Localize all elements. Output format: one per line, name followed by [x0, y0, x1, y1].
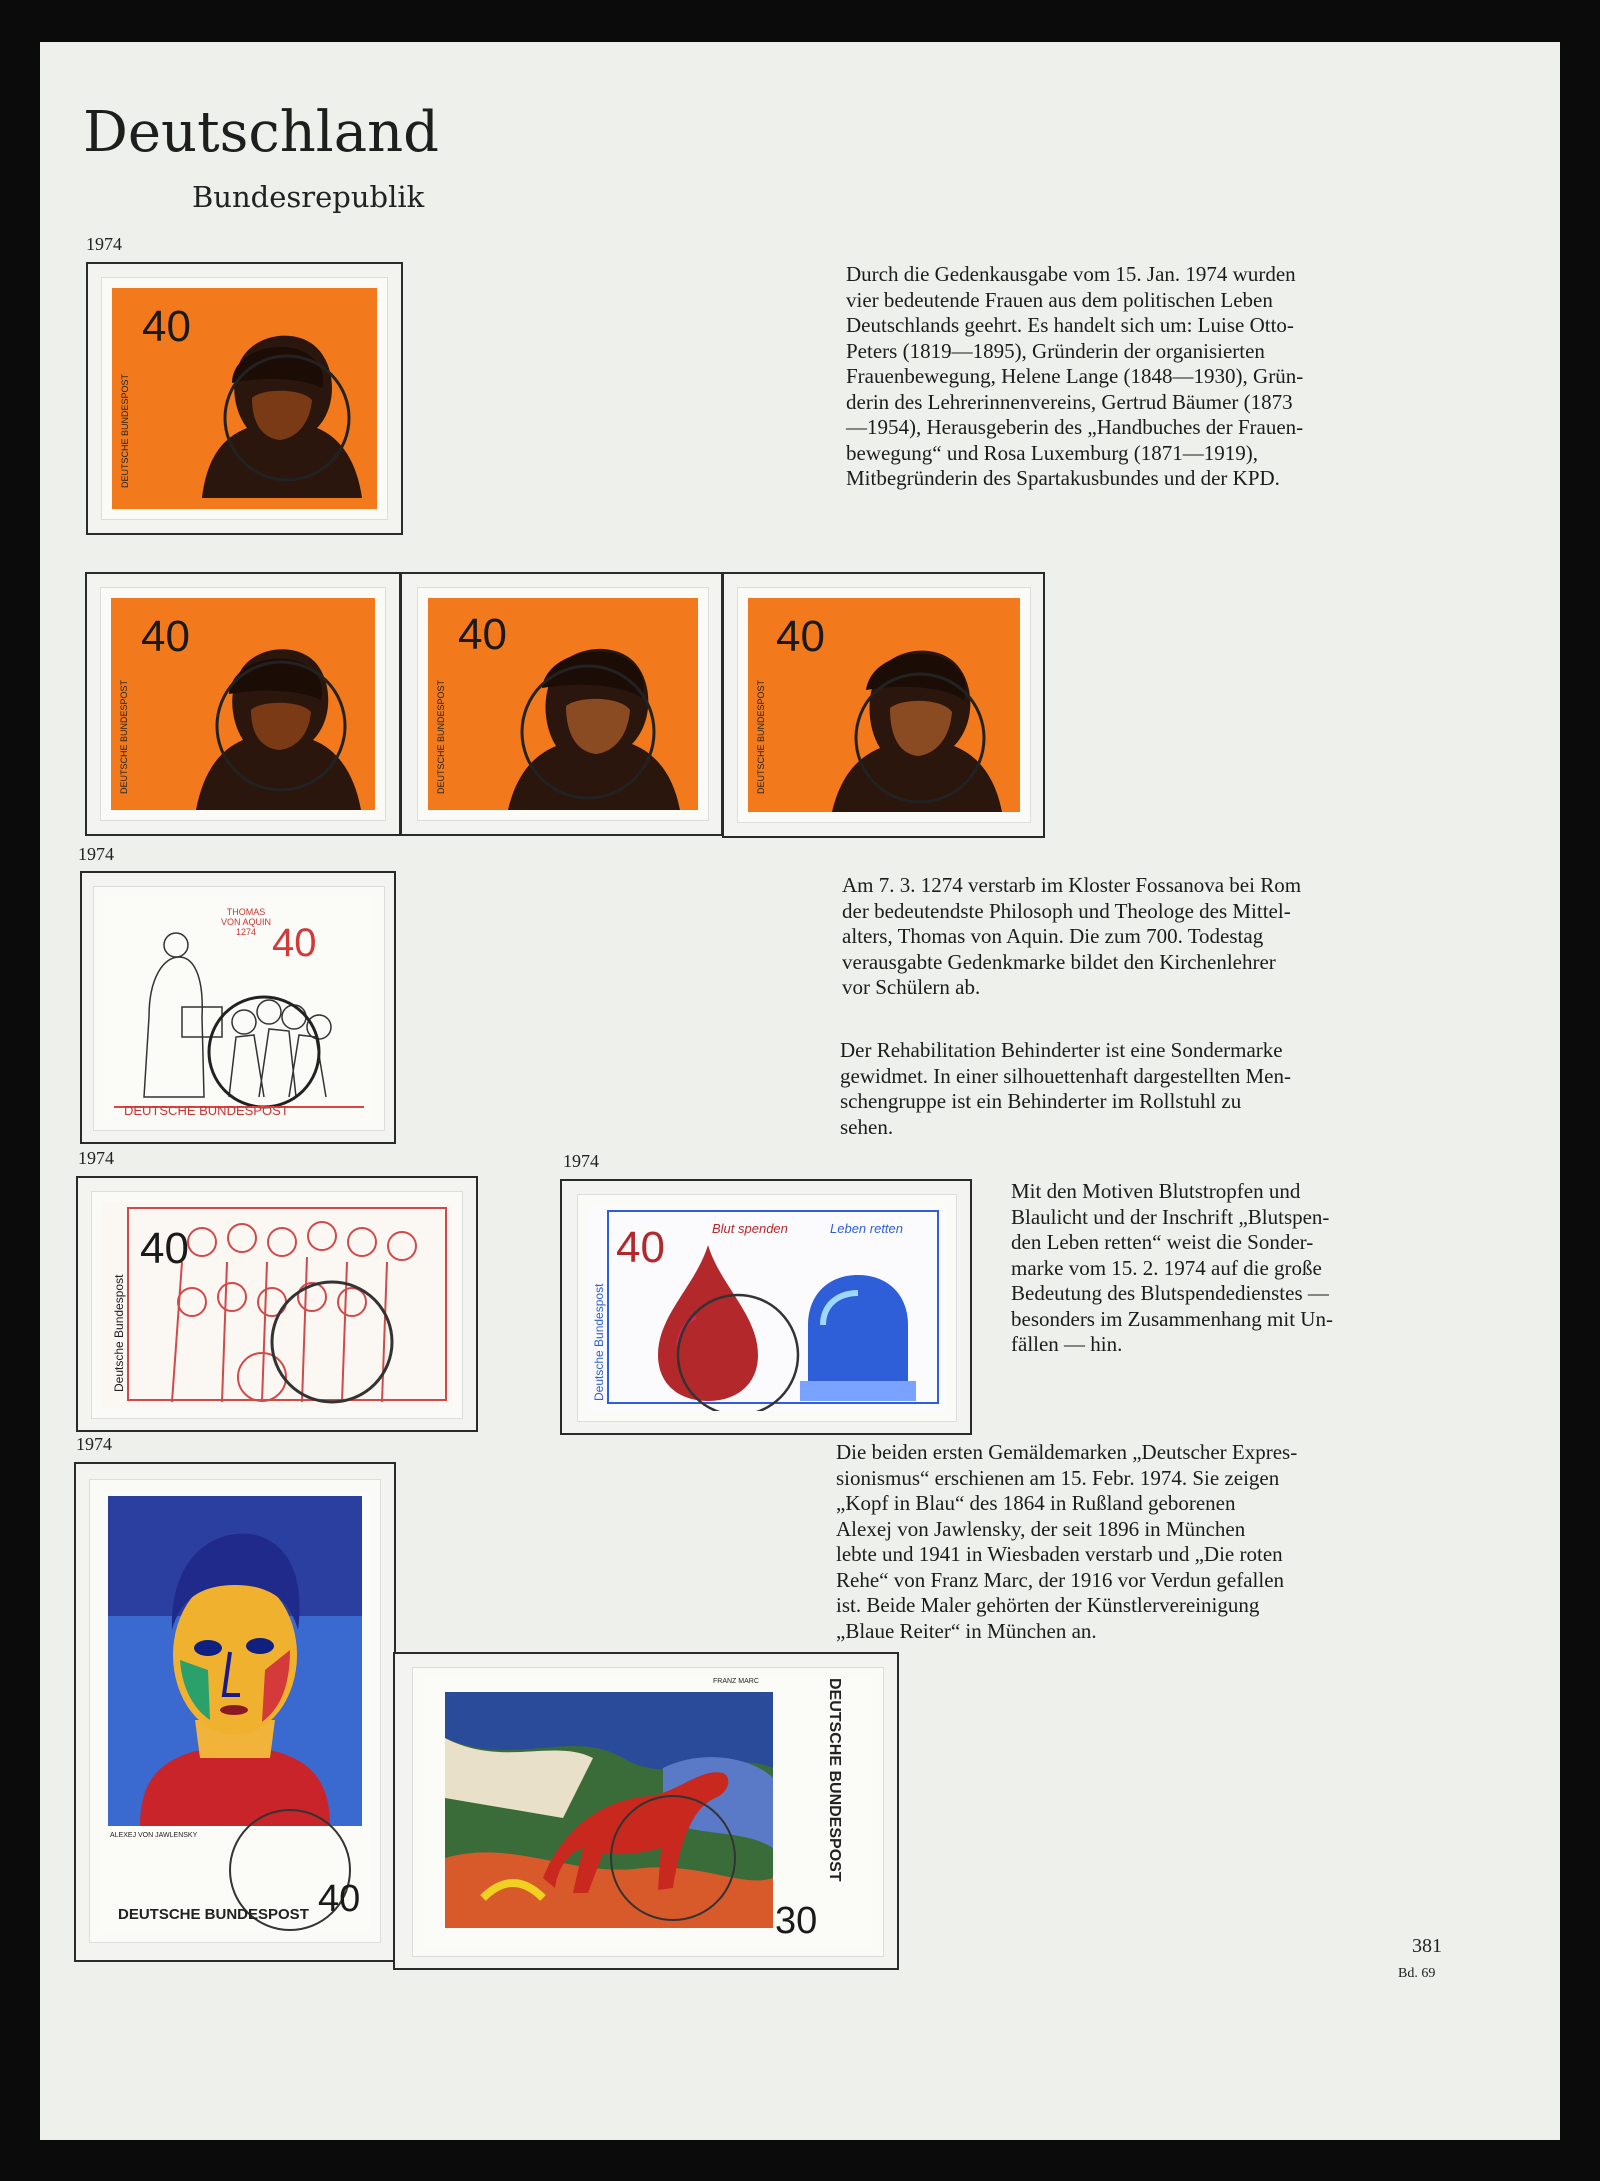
- text-line: verausgabte Gedenkmarke bildet den Kirchenlehrer: [842, 949, 1276, 974]
- stamp-mount: [85, 572, 401, 836]
- stamp-marc: [413, 1668, 883, 1956]
- volume-label: Bd. 69: [1398, 1966, 1436, 1981]
- stamp-mount: [400, 572, 723, 836]
- stamp-frauen-3: [418, 588, 708, 820]
- stamp-country: DEUTSCHE BUNDESPOST: [826, 1678, 843, 1882]
- text-line: fällen — hin.: [1011, 1332, 1123, 1356]
- text-line: Der Rehabilitation Behinderter ist eine Sondermarke: [840, 1038, 1283, 1062]
- text-line: Alexej von Jawlensky, der seit 1896 in München: [836, 1516, 1246, 1541]
- text-line: Am 7. 3. 1274 verstarb im Kloster Fossanova bei Rom: [842, 873, 1302, 897]
- text-line: lebte und 1941 in Wiesbaden verstarb und „Die roten: [836, 1542, 1283, 1566]
- stamp-value: 30: [775, 1900, 818, 1942]
- text-line: besonders im Zusammenhang mit Un-: [1011, 1306, 1333, 1331]
- stamp-value: 40: [318, 1878, 361, 1920]
- stamp-blut: [578, 1195, 956, 1421]
- text-line: Mit den Motiven Blutstropfen und: [1011, 1179, 1301, 1203]
- stamp-country: DEUTSCHE BUNDESPOST: [124, 1103, 289, 1118]
- text-rehab: [840, 1038, 1454, 1140]
- text-blut: [1011, 1179, 1455, 1358]
- stamp-value: 40: [140, 1224, 189, 1273]
- stamp-value: 40: [458, 610, 507, 659]
- text-frauen: [846, 262, 1460, 492]
- text-line: den Leben retten“ weist die Sonder-: [1011, 1230, 1314, 1254]
- text-line: Durch die Gedenkausgabe vom 15. Jan. 1974 wurden: [846, 262, 1296, 286]
- stamp-value: 40: [272, 921, 317, 965]
- text-line: Blaulicht und der Inschrift „Blutspen-: [1011, 1204, 1330, 1229]
- text-line: —1954), Herausgeberin des „Handbuches der Frauen-: [846, 415, 1304, 439]
- stamp-value: 40: [141, 612, 190, 661]
- text-line: Deutschlands geehrt. Es handelt sich um: Luise Otto-: [846, 313, 1294, 337]
- text-aquin: [842, 873, 1456, 1001]
- stamp-value: 40: [776, 612, 825, 661]
- text-line: gewidmet. In einer silhouettenhaft dargestellten Men-: [840, 1063, 1291, 1088]
- text-line: Mitbegründerin des Spartakusbundes und der KPD.: [846, 466, 1280, 490]
- text-line: „Blaue Reiter“ in München an.: [836, 1618, 1097, 1643]
- stamp-inscription: THOMAS VON AQUIN 1274: [220, 907, 271, 937]
- stamp-value: 40: [616, 1223, 665, 1272]
- text-line: marke vom 15. 2. 1974 auf die große: [1011, 1255, 1322, 1280]
- page-subtitle: Bundesrepublik: [192, 180, 425, 214]
- text-line: Frauenbewegung, Helene Lange (1848—1930), Grün-: [846, 364, 1304, 388]
- text-line: „Kopf in Blau“ des 1864 in Rußland geborenen: [836, 1491, 1236, 1515]
- year-label: 1974: [563, 1151, 599, 1171]
- jawlensky-painting: [100, 1490, 370, 1932]
- text-line: Die beiden ersten Gemäldemarken „Deutscher Expres-: [836, 1440, 1298, 1464]
- text-line: Peters (1819—1895), Gründerin der organisierten: [846, 338, 1265, 363]
- stamp-mount: [76, 1176, 478, 1432]
- text-line: vor Schülern ab.: [842, 975, 981, 999]
- stamp-jawlensky: [90, 1480, 380, 1942]
- stamp-country: DEUTSCHE BUNDESPOST: [436, 679, 446, 794]
- stamp-mount: [560, 1179, 972, 1435]
- year-label: 1974: [78, 1148, 114, 1168]
- page-number: 381: [1412, 1935, 1442, 1957]
- stamp-frauen-2: [101, 588, 385, 820]
- text-line: Rehe“ von Franz Marc, der 1916 vor Verdun gefallen: [836, 1567, 1285, 1592]
- text-line: Bedeutung des Blutspendedienstes —: [1011, 1281, 1329, 1305]
- year-label: 1974: [76, 1434, 112, 1454]
- stamp-country: Deutsche Bundespost: [112, 1274, 126, 1392]
- stamp-mount: [393, 1652, 899, 1970]
- text-line: derin des Lehrerinnenvereins, Gertrud Bäumer (1873: [846, 389, 1293, 414]
- stamp-aquin: [94, 887, 384, 1130]
- stamp-artist: ALEXEJ VON JAWLENSKY: [110, 1832, 198, 1839]
- stamp-artist: FRANZ MARC: [713, 1678, 759, 1685]
- text-line: sionismus“ erschienen am 15. Febr. 1974. Sie zeigen: [836, 1465, 1280, 1490]
- stamp-value: 40: [142, 302, 191, 351]
- stamp-mount: [74, 1462, 396, 1962]
- text-line: sehen.: [840, 1114, 894, 1139]
- stamp-slogan: Blut spenden: [712, 1221, 788, 1236]
- page-title: Deutschland: [83, 100, 439, 165]
- year-label: 1974: [78, 844, 114, 864]
- stamp-mount: [86, 262, 403, 535]
- stamp-mount: [80, 871, 396, 1144]
- text-line: bewegung“ und Rosa Luxemburg (1871—1919),: [846, 440, 1258, 465]
- text-line: alters, Thomas von Aquin. Die zum 700. Todestag: [842, 924, 1264, 948]
- stamp-country: DEUTSCHE BUNDESPOST: [119, 679, 129, 794]
- stamp-frauen-4: [738, 588, 1030, 822]
- stamp-mount: [722, 572, 1045, 838]
- stamp-country: DEUTSCHE BUNDESPOST: [120, 373, 130, 488]
- text-line: ist. Beide Maler gehörten der Künstlervereinigung: [836, 1593, 1260, 1617]
- text-line: vier bedeutende Frauen aus dem politischen Leben: [846, 287, 1273, 312]
- year-label: 1974: [86, 234, 122, 254]
- stamp-country: DEUTSCHE BUNDESPOST: [118, 1906, 309, 1923]
- text-expressionismus: [836, 1440, 1450, 1644]
- text-line: schengruppe ist ein Behinderter im Rollstuhl zu: [840, 1089, 1242, 1113]
- stamp-country: DEUTSCHE BUNDESPOST: [756, 679, 766, 794]
- stamp-slogan: Leben retten: [830, 1221, 904, 1236]
- stamp-rehab: [92, 1192, 462, 1418]
- text-line: der bedeutendste Philosoph und Theologe des Mittel-: [842, 898, 1291, 923]
- stamp-frauen-1: [102, 278, 387, 519]
- stamp-country: Deutsche Bundespost: [592, 1283, 606, 1401]
